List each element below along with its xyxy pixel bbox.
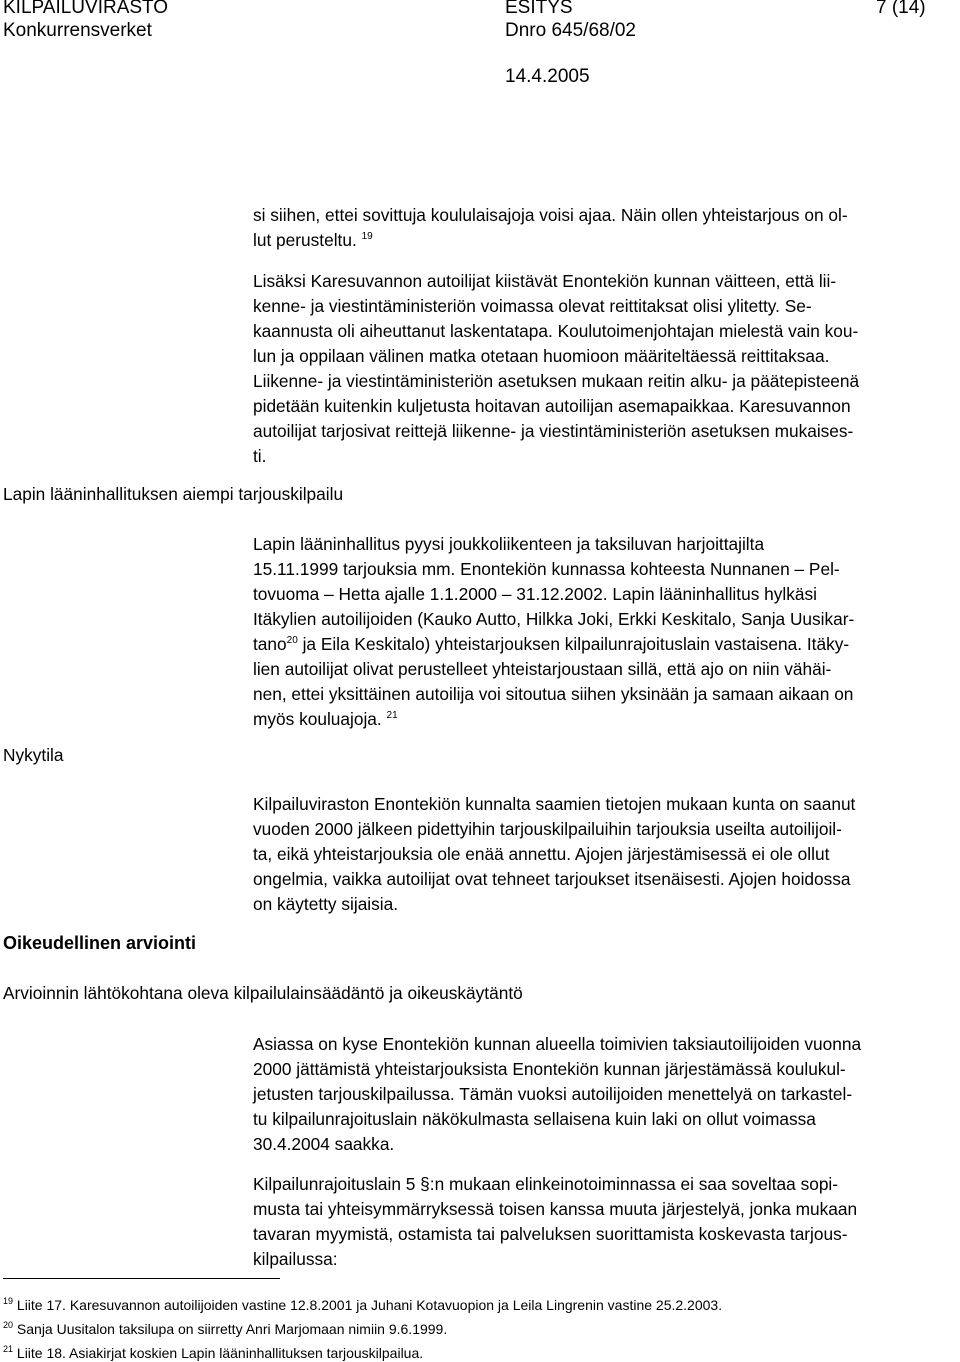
text-line: Itäkylien autoilijoiden (Kauko Autto, Hilkka Joki, Erkki Keskitalo, Sanja Uusikar- — [253, 609, 855, 629]
text-line: autoilijat tarjosivat reittejä liikenne- ja viestintäministeriön asetuksen mukaises- — [253, 421, 854, 441]
text-line — [253, 706, 398, 732]
text-line: nen, ettei yksittäinen autoilija voi sitoutua siihen yksinään ja samaan aikaan on — [253, 684, 854, 704]
side-heading-nykytila: Nykytila — [3, 745, 64, 765]
text-line: lien autoilijat olivat perustelleet yhteistarjoustaan sillä, että ajo on niin vähäi- — [253, 659, 832, 679]
text-line-content: lut perusteltu. — [253, 230, 357, 250]
text-line-content: myös kouluajoja. — [253, 709, 382, 729]
text-line: kaannusta oli aiheuttanut laskentatapa. Koulutoimenjohtajan mielestä vain kou- — [253, 321, 859, 341]
footnote-text: Liite 18. Asiakirjat koskien Lapin lääninhallituksen tarjouskilpailua. — [16, 1345, 424, 1361]
header-date: 14.4.2005 — [505, 66, 590, 87]
footnote-number: 19 — [3, 1296, 14, 1306]
text-line: tavaran myymistä, ostamista tai palveluksen suorittamista koskevasta tarjous- — [253, 1224, 848, 1244]
footnote-text: Liite 17. Karesuvannon autoilijoiden vastine 12.8.2001 ja Juhani Kotavuopion ja Leila Lingrenin vastine 25.2.2003. — [16, 1297, 723, 1313]
header-org-sv: Konkurrensverket — [3, 20, 152, 41]
text-line-content: tano — [253, 634, 287, 654]
footnote-divider — [3, 1278, 280, 1279]
header-org: KILPAILUVIRASTO — [3, 0, 169, 18]
footnote-19 — [3, 1296, 722, 1314]
text-line: Liikenne- ja viestintäministeriön asetuksen mukaan reitin alku- ja päätepisteenä — [253, 371, 860, 391]
text-line: ongelmia, vaikka autoilijat ovat tehneet tarjoukset itsenäisesti. Ajojen hoidossa — [253, 869, 851, 889]
text-line: lun ja oppilaan välinen matka otetaan huomioon määriteltäessä reittitaksaa. — [253, 346, 830, 366]
footnote-21 — [3, 1344, 423, 1362]
side-heading-lapin: Lapin lääninhallituksen aiempi tarjouskilpailu — [3, 484, 344, 504]
text-line: vuoden 2000 jälkeen pidettyihin tarjouskilpailuihin tarjouksia useilta autoilijoil- — [253, 819, 842, 839]
text-line: Asiassa on kyse Enontekiön kunnan alueella toimivien taksiautoilijoiden vuonna — [253, 1034, 862, 1054]
text-line: 15.11.1999 tarjouksia mm. Enontekiön kunnassa kohteesta Nunnanen – Pel- — [253, 559, 840, 579]
text-line — [253, 631, 849, 657]
text-line: si siihen, ettei sovittuja koululaisajoja voisi ajaa. Näin ollen yhteistarjous on ol- — [253, 205, 848, 225]
text-line: ti. — [253, 446, 267, 466]
footnote-20 — [3, 1320, 447, 1338]
text-line: musta tai yhteisymmärryksessä toisen kanssa muuta järjestelyä, jonka mukaan — [253, 1199, 858, 1219]
header-doc-number: Dnro 645/68/02 — [505, 20, 636, 41]
text-line: Kilpailunrajoituslain 5 §:n mukaan elinkeinotoiminnassa ei saa soveltaa sopi- — [253, 1174, 839, 1194]
text-line: kilpailussa: — [253, 1249, 338, 1269]
text-line: Kilpailuviraston Enontekiön kunnalta saamien tietojen mukaan kunta on saanut — [253, 794, 856, 814]
subheading-arvioinnin: Arvioinnin lähtökohtana oleva kilpailulainsäädäntö ja oikeuskäytäntö — [3, 983, 523, 1003]
header-doc-type: ESITYS — [505, 0, 573, 18]
text-line: tovuoma – Hetta ajalle 1.1.2000 – 31.12.2002. Lapin lääninhallitus hylkäsi — [253, 584, 817, 604]
header-page-number: 7 (14) — [876, 0, 926, 18]
section-heading-oikeudellinen: Oikeudellinen arviointi — [3, 933, 197, 953]
text-line — [253, 227, 373, 253]
text-line: Lisäksi Karesuvannon autoilijat kiistävät Enontekiön kunnan väitteen, että lii- — [253, 271, 837, 291]
text-line: tu kilpailunrajoituslain näkökulmasta sellaisena kuin laki on ollut voimassa — [253, 1109, 816, 1129]
text-line: Lapin lääninhallitus pyysi joukkoliikenteen ja taksiluvan harjoittajilta — [253, 534, 765, 554]
text-line-content: ja Eila Keskitalo) yhteistarjouksen kilpailunrajoituslain vastaisena. Itäky- — [297, 634, 850, 654]
footnote-text: Sanja Uusitalon taksilupa on siirretty Anri Marjomaan nimiin 9.6.1999. — [16, 1321, 448, 1337]
text-line: 2000 jättämistä yhteistarjouksista Enontekiön kunnan järjestämässä koulukul- — [253, 1059, 846, 1079]
text-line: 30.4.2004 saakka. — [253, 1134, 395, 1154]
footnote-ref-20: 20 — [286, 635, 298, 646]
text-line: jetusten tarjouskilpailussa. Tämän vuoksi autoilijoiden menettelyä on tarkastel- — [253, 1084, 853, 1104]
footnote-ref-19: 19 — [361, 231, 373, 242]
footnote-ref-21: 21 — [386, 710, 398, 721]
text-line: kenne- ja viestintäministeriön voimassa olevat reittitaksat olisi ylitetty. Se- — [253, 296, 812, 316]
text-line: on käytetty sijaisia. — [253, 894, 399, 914]
footnote-number: 20 — [3, 1320, 14, 1330]
footnote-number: 21 — [3, 1344, 14, 1354]
text-line: pidetään kuitenkin kuljetusta hoitavan autoilijan asemapaikkaa. Karesuvannon — [253, 396, 851, 416]
text-line: ta, eikä yhteistarjouksia ole enää annettu. Ajojen järjestämisessä ei ole ollut — [253, 844, 830, 864]
